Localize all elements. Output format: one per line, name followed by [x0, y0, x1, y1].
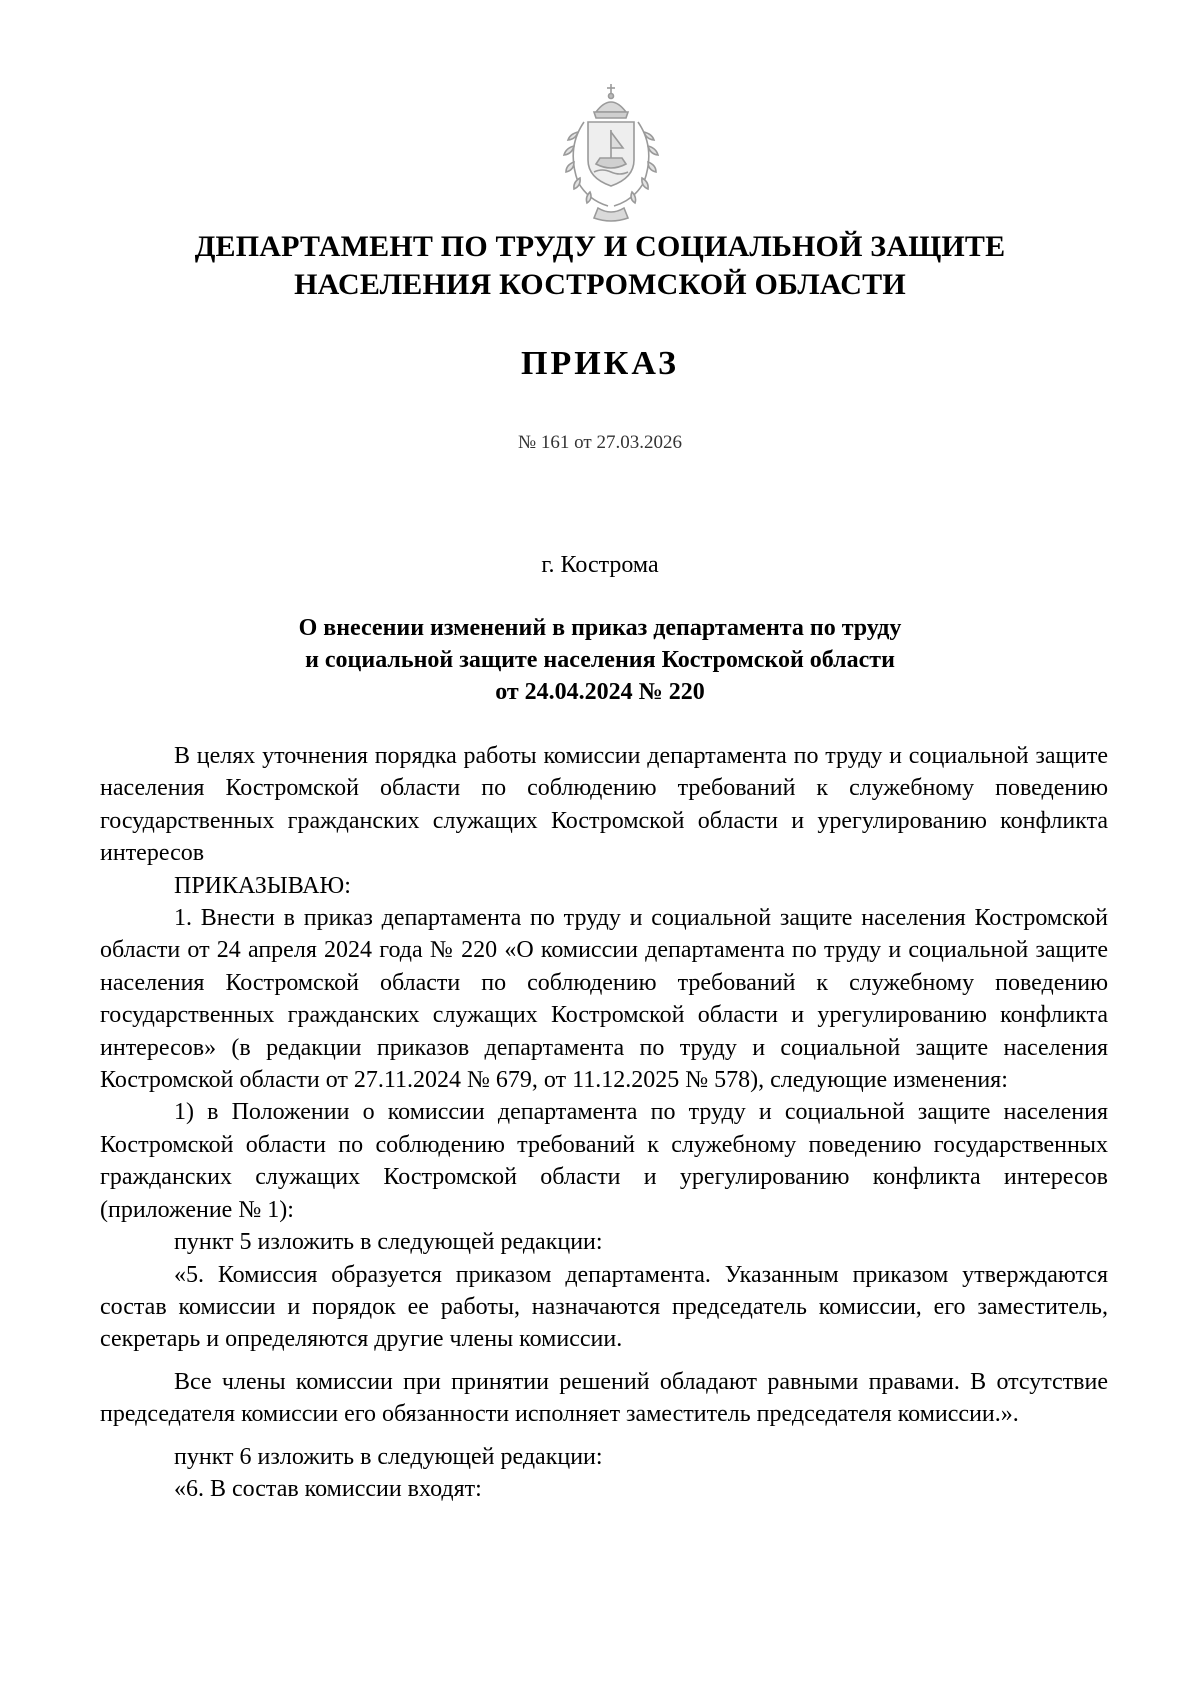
subject-line: и социальной защите населения Костромской области	[305, 647, 895, 673]
document-subject	[100, 612, 1100, 708]
subject-line: от 24.04.2024 № 220	[495, 679, 705, 705]
coat-of-arms-emblem	[548, 78, 674, 228]
quoted-paragraph: Все члены комиссии при принятии решений обладают равными правами. В отсутствие председателя комиссии его обязанности исполняет заместитель председателя комиссии.».	[100, 1368, 1108, 1428]
quoted-paragraph: «5. Комиссия образуется приказом департамента. Указанным приказом утверждаются состав комиссии и порядок ее работы, назначаются председатель комиссии, его заместитель, секретарь и определяются другие члены комиссии.	[100, 1261, 1108, 1353]
clause-paragraph: пункт 6 изложить в следующей редакции:	[174, 1443, 603, 1470]
quoted-paragraph: «6. В состав комиссии входят:	[174, 1475, 482, 1502]
department-title-line: ДЕПАРТАМЕНТ ПО ТРУДУ И СОЦИАЛЬНОЙ ЗАЩИТЕ	[194, 230, 1006, 263]
department-title	[100, 228, 1100, 304]
department-title-line: НАСЕЛЕНИЯ КОСТРОМСКОЙ ОБЛАСТИ	[294, 268, 906, 301]
subject-line: О внесении изменений в приказ департамента по труду	[298, 615, 902, 641]
document-type: ПРИКАЗ	[521, 345, 679, 382]
order-word: ПРИКАЗЫВАЮ:	[174, 872, 351, 899]
clause-paragraph: 1. Внести в приказ департамента по труду и социальной защите населения Костромской области от 24 апреля 2024 года № 220 «О комиссии департамента по труду и социальной защите населения Костромской области по соблюдению требований к служебному поведению государственных гражданских служащих Костромской области и урегулированию конфликта интересов» (в редакции приказов департамента по труду и социальной защите населения Костромской области от 27.11.2024 № 679, от 11.12.2025 № 578), следующие изменения:	[100, 905, 1108, 1094]
clause-paragraph: 1) в Положении о комиссии департамента по труду и социальной защите населения Костромской области по соблюдению требований к служебному поведению государственных гражданских служащих Костромской области и урегулированию конфликта интересов (приложение № 1):	[100, 1099, 1108, 1223]
clause-paragraph: пункт 5 изложить в следующей редакции:	[174, 1229, 603, 1256]
document-number-date: № 161 от 27.03.2026	[518, 432, 682, 453]
preamble-paragraph: В целях уточнения порядка работы комиссии департамента по труду и социальной защите населения Костромской области по соблюдению требований к служебному поведению государственных гражданских служащих Костромской области и урегулированию конфликта интересов	[100, 743, 1108, 867]
document-body	[100, 740, 1108, 1505]
document-city: г. Кострома	[541, 552, 659, 578]
